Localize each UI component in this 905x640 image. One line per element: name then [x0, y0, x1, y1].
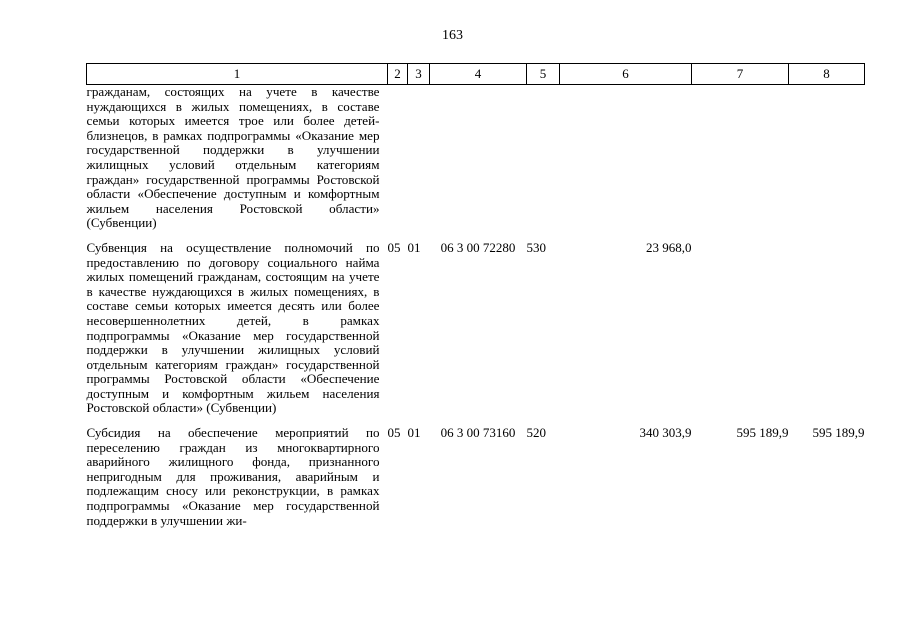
row-expense-type [527, 85, 560, 231]
row-subsection-code: 01 [407, 239, 421, 255]
row-amount-col8 [789, 241, 865, 416]
row-section-code: 05 [387, 239, 401, 255]
column-header-4: 4 [430, 64, 527, 85]
page-number: 163 [442, 28, 463, 43]
row-target-article: 06 3 00 72280 [440, 239, 516, 255]
row-description: Субсидия на обеспечение мероприятий по переселению граждан из многоквартирного аварийного жилищного фонда, признанного непригодным для проживания, аварийным и подлежащим сносу или реконструкции, в рамках подпрограммы «Оказание мер государственной поддержки в улучшении жи- [86, 425, 380, 528]
table-header [87, 64, 865, 85]
row-section-code: 05 [387, 425, 401, 441]
row-section-code [388, 85, 408, 231]
column-header-8: 8 [789, 64, 865, 85]
row-amount-col6 [560, 85, 692, 231]
row-amount-col7 [692, 85, 789, 231]
row-amount-col8: 595 189,9 [812, 425, 865, 441]
row-amount-col6: 23 968,0 [646, 239, 692, 255]
row-amount-col7: 595 189,9 [736, 425, 789, 441]
column-header-7: 7 [692, 64, 789, 85]
row-subsection-code: 01 [407, 425, 421, 441]
table-row [87, 85, 865, 231]
header-row [87, 64, 865, 85]
row-target-article: 06 3 00 73160 [440, 425, 516, 441]
column-header-1: 1 [87, 64, 388, 85]
column-header-3: 3 [408, 64, 430, 85]
row-amount-col6: 340 303,9 [639, 425, 692, 441]
column-header-2: 2 [388, 64, 408, 85]
row-description: гражданам, состоящих на учете в качестве нуждающихся в жилых помещениях, в составе семьи которых имеется трое или более детей-близнецов, в рамках подпрограммы «Оказание мер государственной поддержки в улучшении жилищных условий отдельным категориям граждан» государственной программы Ростовской области «Обеспечение доступным и комфортным жильем населения Ростовской области» (Субвенции) [86, 84, 380, 231]
column-header-6: 6 [560, 64, 692, 85]
row-amount-col8 [789, 85, 865, 231]
row-target-article [430, 85, 527, 231]
column-header-5: 5 [527, 64, 560, 85]
row-subsection-code [408, 85, 430, 231]
row-expense-type: 530 [526, 239, 546, 255]
row-amount-col7 [692, 241, 789, 416]
row-description: Субвенция на осуществление полномочий по предоставлению по договору социального найма жилых помещений гражданам, состоящим на учете в качестве нуждающихся в жилых помещениях, в составе семьи которых имеется десять или более несовершеннолетних детей, в рамках подпрограммы «Оказание мер государственной поддержки в улучшении жилищных условий отдельным категориям граждан» государственной программы Ростовской области «Обеспечение доступным и комфортным жильем населения Ростовской области» (Субвенции) [86, 239, 380, 416]
budget-table [86, 63, 865, 528]
row-expense-type: 520 [526, 425, 546, 441]
table-row [87, 426, 865, 528]
table-row [87, 241, 865, 416]
